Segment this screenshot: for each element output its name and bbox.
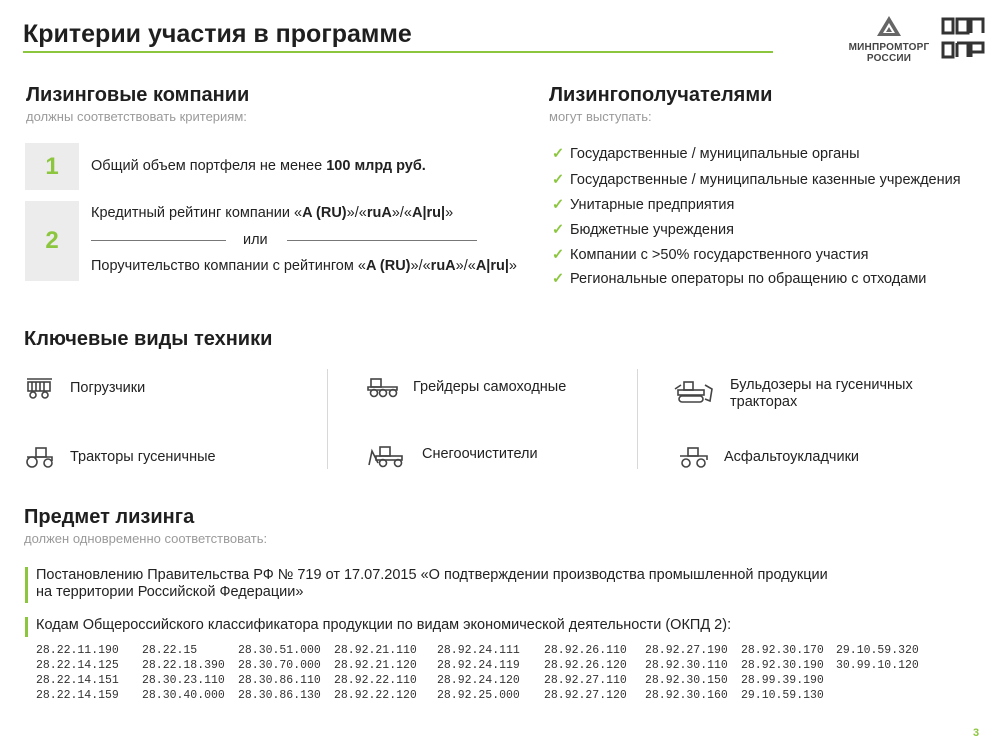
check-icon: ✓ — [552, 197, 565, 213]
okpd-column — [437, 643, 520, 703]
check-icon: ✓ — [552, 271, 565, 287]
minpromtorg-line1: МИНПРОМТОРГ — [848, 42, 930, 53]
okpd-code: 28.22.14.125 — [36, 659, 119, 672]
okpd-code: 28.99.39.190 — [741, 674, 824, 687]
criterion-2-rating-text: Кредитный рейтинг компании «A (RU)»/«ruA»/«A|ru|» — [91, 205, 454, 221]
okpd-column — [238, 643, 321, 703]
leasing-companies-subheading: должны соответствовать критериям: — [26, 109, 247, 124]
okpd-code: 28.92.21.120 — [334, 659, 417, 672]
okpd-column — [544, 643, 627, 703]
equipment-paver-label: Асфальтоукладчики — [724, 449, 860, 465]
equipment-bulldozer-label: Бульдозеры на гусеничных тракторах — [730, 377, 913, 410]
okpd-code: 28.92.26.120 — [544, 659, 627, 672]
okpd-code: 28.92.30.150 — [645, 674, 728, 687]
okpd-block — [25, 617, 731, 637]
okpd-column — [741, 643, 824, 703]
okpd-code: 28.30.86.110 — [238, 674, 321, 687]
okpd-code: 28.30.51.000 — [238, 644, 321, 657]
okpd-code: 30.99.10.120 — [836, 659, 919, 672]
okpd-code: 28.92.24.111 — [437, 644, 520, 657]
okpd-column — [142, 643, 225, 703]
okpd-code: 28.92.27.120 — [544, 689, 627, 702]
okpd-code: 28.22.14.151 — [36, 674, 119, 687]
okpd-code: 28.92.30.160 — [645, 689, 728, 702]
okpd-code: 28.22.14.159 — [36, 689, 119, 702]
page-title: Критерии участия в программе — [23, 20, 412, 48]
okpd-code: 28.92.22.120 — [334, 689, 417, 702]
okpd-column — [836, 643, 919, 673]
minpromtorg-emblem-icon — [876, 15, 902, 37]
okpd-title: Кодам Общероссийского классификатора продукции по видам экономической деятельности (ОКПД 2): — [36, 617, 732, 633]
equipment-snowplow-label: Снегоочистители — [422, 446, 538, 462]
okpd-code: 28.92.24.120 — [437, 674, 520, 687]
minpromtorg-line2: РОССИИ — [866, 53, 912, 64]
okpd-column — [36, 643, 119, 703]
snowplow-icon — [366, 443, 410, 469]
lessee-item: ✓ Бюджетные учреждения — [552, 222, 734, 238]
okpd-column — [334, 643, 417, 703]
okpd-code: 28.30.70.000 — [238, 659, 321, 672]
criterion-number-1: 1 — [25, 143, 79, 190]
okpd-code: 28.92.27.190 — [645, 644, 728, 657]
bulldozer-icon — [672, 379, 716, 405]
lessee-item: ✓ Унитарные предприятия — [552, 197, 735, 213]
decree-line-2: на территории Российской Федерации» — [36, 584, 304, 600]
criterion-1-text: Общий объем портфеля не менее 100 млрд руб. — [91, 158, 426, 174]
okpd-code: 28.92.27.110 — [544, 674, 627, 687]
grader-icon — [367, 376, 401, 398]
okpd-code: 28.22.15 — [142, 644, 198, 657]
okpd-code: 28.92.30.110 — [645, 659, 728, 672]
criterion-2-guarantee-text: Поручительство компании с рейтингом «A (RU)»/«ruA»/«A|ru|» — [91, 258, 517, 274]
minpromtorg-logo — [846, 15, 932, 64]
okpd-code: 28.92.22.110 — [334, 674, 417, 687]
domrf-logo-icon — [940, 16, 986, 60]
lessee-item: ✓ Компании с >50% государственного участия — [552, 247, 869, 263]
leasing-subject-subheading: должен одновременно соответствовать: — [24, 531, 268, 546]
decree-block — [25, 567, 828, 603]
lessee-item: ✓ Государственные / муниципальные органы — [552, 146, 860, 162]
leasing-subject-heading: Предмет лизинга — [24, 506, 195, 528]
title-underline — [23, 51, 773, 53]
column-divider — [327, 369, 328, 469]
equipment-grader-label: Грейдеры самоходные — [413, 379, 567, 395]
column-divider — [637, 369, 638, 469]
loader-icon — [26, 376, 54, 400]
lessee-item: ✓ Государственные / муниципальные казенные учреждения — [552, 172, 961, 188]
check-icon: ✓ — [552, 172, 565, 188]
okpd-code: 28.92.26.110 — [544, 644, 627, 657]
okpd-column — [645, 643, 728, 703]
okpd-code: 29.10.59.320 — [836, 644, 919, 657]
lessee-item: ✓ Региональные операторы по обращению с отходами — [552, 271, 927, 287]
okpd-code: 28.22.11.190 — [36, 644, 119, 657]
or-label: или — [243, 232, 268, 248]
okpd-code: 28.92.21.110 — [334, 644, 417, 657]
okpd-code: 28.92.25.000 — [437, 689, 520, 702]
paver-icon — [678, 445, 710, 469]
okpd-code: 28.92.30.190 — [741, 659, 824, 672]
equipment-loader-label: Погрузчики — [70, 380, 146, 396]
okpd-code: 28.30.86.130 — [238, 689, 321, 702]
criterion-number-2: 2 — [25, 201, 79, 281]
check-icon: ✓ — [552, 247, 565, 263]
equipment-tractor-label: Тракторы гусеничные — [70, 449, 216, 465]
okpd-code: 28.92.24.119 — [437, 659, 520, 672]
okpd-code: 28.22.18.390 — [142, 659, 225, 672]
okpd-code: 29.10.59.130 — [741, 689, 824, 702]
equipment-heading: Ключевые виды техники — [24, 328, 273, 350]
domrf-logo — [940, 16, 986, 65]
page-number: 3 — [973, 727, 980, 739]
okpd-code: 28.30.23.110 — [142, 674, 225, 687]
okpd-code: 28.30.40.000 — [142, 689, 225, 702]
leasing-companies-heading: Лизинговые компании — [26, 84, 250, 106]
or-divider-right — [287, 240, 477, 241]
check-icon: ✓ — [552, 222, 565, 238]
okpd-code: 28.92.30.170 — [741, 644, 824, 657]
lessees-subheading: могут выступать: — [549, 109, 652, 124]
decree-line-1: Постановлению Правительства РФ № 719 от 17.07.2015 «О подтверждении производства промышленной продукции — [36, 567, 828, 583]
lessees-heading: Лизингополучателями — [549, 84, 773, 106]
tractor-icon — [24, 445, 56, 469]
or-divider-left — [91, 240, 226, 241]
check-icon: ✓ — [552, 146, 565, 162]
